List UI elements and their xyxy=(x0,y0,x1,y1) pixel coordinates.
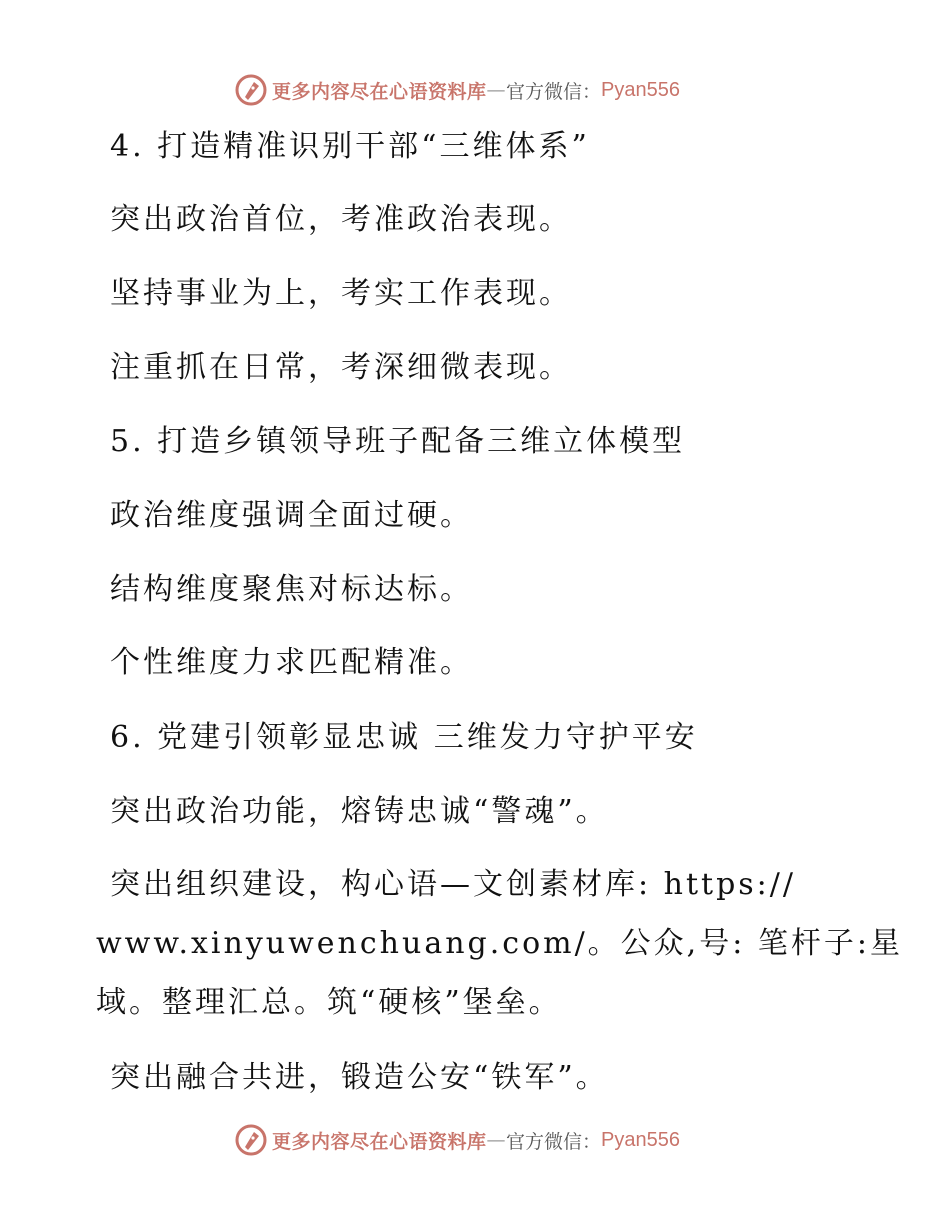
watermark-dash: — xyxy=(486,1129,507,1151)
section-4-point-3: 注重抓在日常，考深细微表现。 xyxy=(110,350,572,385)
footer-watermark xyxy=(234,1123,680,1157)
watermark-id: Pyan556 xyxy=(601,1128,680,1151)
section-4-point-2: 坚持事业为上，考实工作表现。 xyxy=(110,276,572,311)
section-4-heading: 4. 打造精准识别干部“三维体系” xyxy=(110,129,590,164)
watermark-text: 更多内容尽在心语资料库 xyxy=(272,1130,487,1153)
watermark-text: 更多内容尽在心语资料库 xyxy=(272,80,487,103)
section-6-point-1: 突出政治功能，熔铸忠诚“警魂”。 xyxy=(110,794,609,829)
section-5-point-3: 个性维度力求匹配精准。 xyxy=(110,645,473,680)
section-6-point-2-line-3: 域。整理汇总。筑“硬核”堡垒。 xyxy=(96,985,562,1020)
section-6-point-3: 突出融合共进，锻造公安“铁军”。 xyxy=(110,1060,609,1095)
watermark-id: Pyan556 xyxy=(601,78,680,101)
section-5-point-2: 结构维度聚焦对标达标。 xyxy=(110,572,473,607)
header-watermark xyxy=(234,73,680,107)
section-6-heading: 6. 党建引领彰显忠诚 三维发力守护平安 xyxy=(110,720,698,755)
pen-nib-logo-icon xyxy=(234,73,268,107)
section-5-heading: 5. 打造乡镇领导班子配备三维立体模型 xyxy=(110,424,686,459)
section-6-point-2-line-2: www.xinyuwenchuang.com/。公众,号: 笔杆子:星 xyxy=(96,926,903,961)
watermark-label: 官方微信： xyxy=(506,1130,602,1153)
section-4-point-1: 突出政治首位，考准政治表现。 xyxy=(110,202,572,237)
pen-nib-logo-icon xyxy=(234,1123,268,1157)
watermark-dash: — xyxy=(486,79,507,101)
watermark-label: 官方微信： xyxy=(506,80,602,103)
section-5-point-1: 政治维度强调全面过硬。 xyxy=(110,498,473,533)
section-6-point-2-line-1: 突出组织建设，构心语—文创素材库: https:// xyxy=(110,867,796,902)
